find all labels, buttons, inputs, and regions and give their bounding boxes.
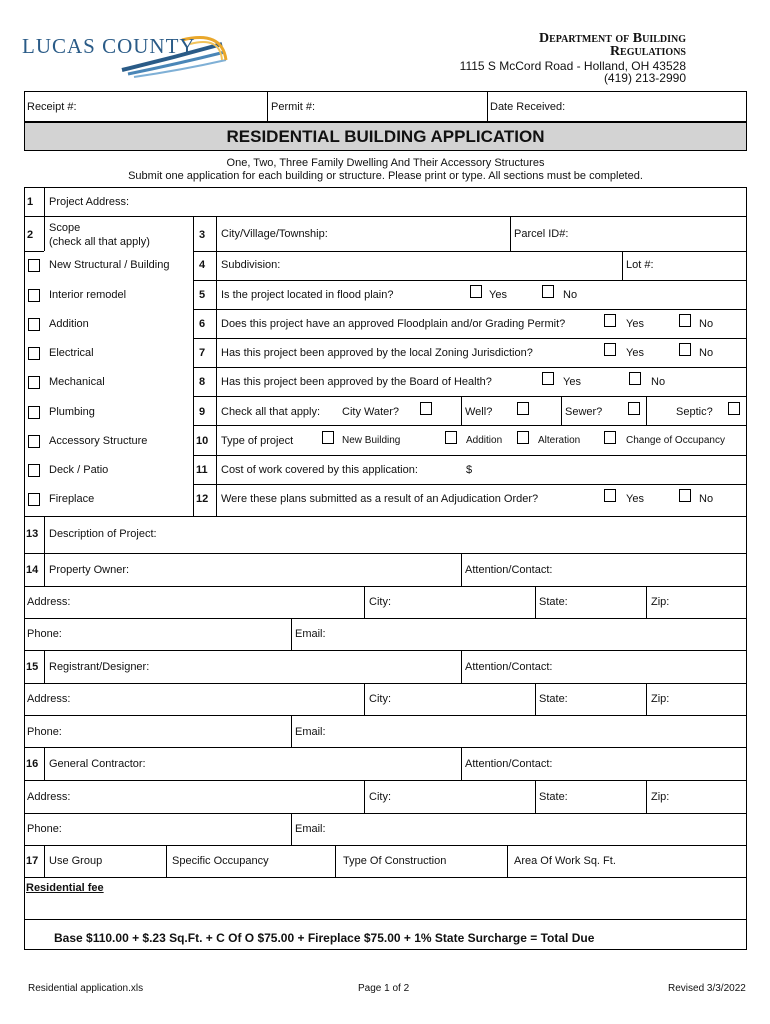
logo — [22, 30, 232, 78]
zoning-question: Has this project been approved by the local Zoning Jurisdiction? — [221, 347, 533, 359]
date-received-field[interactable]: Date Received: — [490, 101, 566, 113]
section-2-number: 2 — [27, 229, 34, 241]
project-address-field[interactable]: Project Address: — [49, 196, 130, 208]
form-grid — [24, 187, 747, 950]
change-of-occupancy-checkbox[interactable] — [604, 431, 616, 444]
footer-revised-date: Revised 3/3/2022 — [668, 983, 746, 994]
owner-zip-field[interactable]: Zip: — [651, 596, 670, 608]
scope-checkbox-new-structural[interactable] — [28, 259, 40, 272]
form-title: RESIDENTIAL BUILDING APPLICATION — [24, 122, 747, 151]
form-subtitle1: One, Two, Three Family Dwelling And Their Accessory Structures — [226, 157, 545, 169]
permit-field[interactable]: Permit #: — [271, 101, 316, 113]
alteration-label: Alteration — [538, 435, 581, 446]
general-contractor-field[interactable]: General Contractor: — [49, 758, 146, 770]
owner-email-field[interactable]: Email: — [295, 628, 326, 640]
septic-label: Septic? — [676, 406, 713, 418]
adjudication-question: Were these plans submitted as a result of an Adjudication Order? — [221, 493, 539, 505]
contractor-attention-field[interactable]: Attention/Contact: — [465, 758, 553, 770]
description-field[interactable]: Description of Project: — [49, 528, 157, 540]
section-3-number: 3 — [199, 229, 206, 241]
area-of-work-field[interactable]: Area Of Work Sq. Ft. — [514, 855, 616, 867]
type-of-construction-field[interactable]: Type Of Construction — [343, 855, 447, 867]
owner-city-field[interactable]: City: — [369, 596, 391, 608]
floodplain-permit-question: Does this project have an approved Floodplain and/or Grading Permit? — [221, 318, 566, 330]
well-label: Well? — [465, 406, 493, 418]
footer-filename: Residential application.xls — [28, 983, 144, 994]
footer-page-number: Page 1 of 2 — [358, 983, 410, 994]
department-line1: Department of Building — [538, 31, 686, 46]
zoning-yes-checkbox[interactable] — [604, 343, 616, 356]
designer-zip-field[interactable]: Zip: — [651, 693, 670, 705]
specific-occupancy-field[interactable]: Specific Occupancy — [172, 855, 269, 867]
zoning-yes-label: Yes — [626, 347, 644, 359]
form-subtitle2: Submit one application for each building or structure. Please print or type. All sections must be completed. — [128, 170, 643, 182]
scope-checkbox-mechanical[interactable] — [28, 376, 40, 389]
section-12-number: 12 — [196, 493, 209, 505]
lot-field[interactable]: Lot #: — [626, 259, 654, 271]
designer-phone-field[interactable]: Phone: — [27, 726, 62, 738]
scope-checkbox-fireplace[interactable] — [28, 493, 40, 506]
owner-state-field[interactable]: State: — [539, 596, 568, 608]
fee-formula: Base $110.00 + $.23 Sq.Ft. + C Of O $75.00 + Fireplace $75.00 + 1% State Surcharge = Total Due — [54, 931, 595, 945]
department-phone: (419) 213-2990 — [603, 71, 686, 85]
flood-plain-question: Is the project located in flood plain? — [221, 289, 394, 301]
board-of-health-no-checkbox[interactable] — [629, 372, 641, 385]
flood-plain-yes-label: Yes — [489, 289, 507, 301]
designer-attention-field[interactable]: Attention/Contact: — [465, 661, 553, 673]
floodplain-permit-no-label: No — [699, 318, 714, 330]
floodplain-permit-yes-label: Yes — [626, 318, 644, 330]
flood-plain-no-label: No — [563, 289, 578, 301]
adjudication-yes-label: Yes — [626, 493, 644, 505]
section-7-number: 7 — [199, 347, 206, 359]
change-of-occupancy-label: Change of Occupancy — [626, 435, 725, 446]
scope-item-deck: Deck / Patio — [49, 464, 109, 476]
addition-checkbox[interactable] — [445, 431, 457, 444]
sewer-checkbox[interactable] — [628, 402, 640, 415]
owner-phone-field[interactable]: Phone: — [27, 628, 62, 640]
section-17-number: 17 — [26, 855, 39, 867]
logo-text: LUCAS COUNTY — [22, 34, 196, 58]
contractor-state-field[interactable]: State: — [539, 791, 568, 803]
scope-item-plumbing: Plumbing — [49, 406, 95, 418]
section-4-number: 4 — [199, 259, 206, 271]
adjudication-no-label: No — [699, 493, 714, 505]
city-water-checkbox[interactable] — [420, 402, 432, 415]
section-6-number: 6 — [199, 318, 206, 330]
owner-address-field[interactable]: Address: — [27, 596, 71, 608]
section-9-number: 9 — [199, 406, 206, 418]
adjudication-no-checkbox[interactable] — [679, 489, 691, 502]
contractor-city-field[interactable]: City: — [369, 791, 391, 803]
section-15-number: 15 — [26, 661, 39, 673]
section-5-number: 5 — [199, 289, 206, 301]
use-group-field[interactable]: Use Group — [49, 855, 103, 867]
sewer-label: Sewer? — [565, 406, 603, 418]
top-row-box — [24, 91, 747, 122]
scope-checkbox-electrical[interactable] — [28, 347, 40, 360]
designer-address-field[interactable]: Address: — [27, 693, 71, 705]
designer-city-field[interactable]: City: — [369, 693, 391, 705]
new-building-checkbox[interactable] — [322, 431, 334, 444]
scope-item-accessory: Accessory Structure — [49, 435, 148, 447]
parcel-id-field[interactable]: Parcel ID#: — [514, 228, 569, 240]
board-of-health-yes-checkbox[interactable] — [542, 372, 554, 385]
receipt-field[interactable]: Receipt #: — [27, 101, 77, 113]
floodplain-permit-no-checkbox[interactable] — [679, 314, 691, 327]
section-14-number: 14 — [26, 564, 39, 576]
board-of-health-no-label: No — [651, 376, 666, 388]
new-building-label: New Building — [342, 435, 401, 446]
owner-attention-field[interactable]: Attention/Contact: — [465, 564, 553, 576]
septic-checkbox[interactable] — [728, 402, 740, 415]
scope-checkbox-deck[interactable] — [28, 464, 40, 477]
scope-checkbox-accessory[interactable] — [28, 435, 40, 448]
floodplain-permit-yes-checkbox[interactable] — [604, 314, 616, 327]
department-line2: Regulations — [609, 44, 686, 59]
city-water-label: City Water? — [342, 406, 400, 418]
flood-plain-yes-checkbox[interactable] — [470, 285, 482, 298]
check-all-label: Check all that apply: — [221, 406, 321, 418]
scope-item-interior-remodel: Interior remodel — [49, 289, 127, 301]
adjudication-yes-checkbox[interactable] — [604, 489, 616, 502]
flood-plain-no-checkbox[interactable] — [542, 285, 554, 298]
section-16-number: 16 — [26, 758, 39, 770]
scope-checkbox-addition[interactable] — [28, 318, 40, 331]
designer-email-field[interactable]: Email: — [295, 726, 326, 738]
zoning-no-checkbox[interactable] — [679, 343, 691, 356]
section-10-number: 10 — [196, 435, 209, 447]
contractor-zip-field[interactable]: Zip: — [651, 791, 670, 803]
scope-item-addition: Addition — [49, 318, 89, 330]
well-checkbox[interactable] — [517, 402, 529, 415]
scope-item-mechanical: Mechanical — [49, 376, 105, 388]
cost-of-work-label: Cost of work covered by this application: — [221, 464, 418, 476]
alteration-checkbox[interactable] — [517, 431, 529, 444]
designer-state-field[interactable]: State: — [539, 693, 568, 705]
scope-item-fireplace: Fireplace — [49, 493, 95, 505]
section-13-number: 13 — [26, 528, 39, 540]
type-of-project-label: Type of project — [221, 435, 294, 447]
department-address: 1115 S McCord Road - Holland, OH 43528 — [459, 59, 686, 73]
subdivision-field[interactable]: Subdivision: — [221, 259, 281, 271]
residential-fee-label: Residential fee — [26, 882, 104, 894]
scope-checkbox-plumbing[interactable] — [28, 406, 40, 419]
scope-item-new-structural: New Structural / Building — [49, 259, 170, 271]
registrant-designer-field[interactable]: Registrant/Designer: — [49, 661, 150, 673]
scope-label: Scope — [49, 222, 81, 234]
scope-item-electrical: Electrical — [49, 347, 94, 359]
scope-checkbox-interior-remodel[interactable] — [28, 289, 40, 302]
department-name — [386, 32, 686, 58]
board-of-health-question: Has this project been approved by the Board of Health? — [221, 376, 492, 388]
section-8-number: 8 — [199, 376, 206, 388]
addition-label: Addition — [466, 435, 503, 446]
scope-hint: (check all that apply) — [49, 236, 150, 248]
contractor-address-field[interactable]: Address: — [27, 791, 71, 803]
property-owner-field[interactable]: Property Owner: — [49, 564, 130, 576]
zoning-no-label: No — [699, 347, 714, 359]
board-of-health-yes-label: Yes — [563, 376, 581, 388]
contractor-email-field[interactable]: Email: — [295, 823, 326, 835]
section-11-number: 11 — [196, 464, 208, 476]
cost-of-work-field[interactable]: $ — [466, 464, 473, 476]
section-1-number: 1 — [27, 196, 34, 208]
city-village-township-field[interactable]: City/Village/Township: — [221, 228, 328, 240]
contractor-phone-field[interactable]: Phone: — [27, 823, 62, 835]
